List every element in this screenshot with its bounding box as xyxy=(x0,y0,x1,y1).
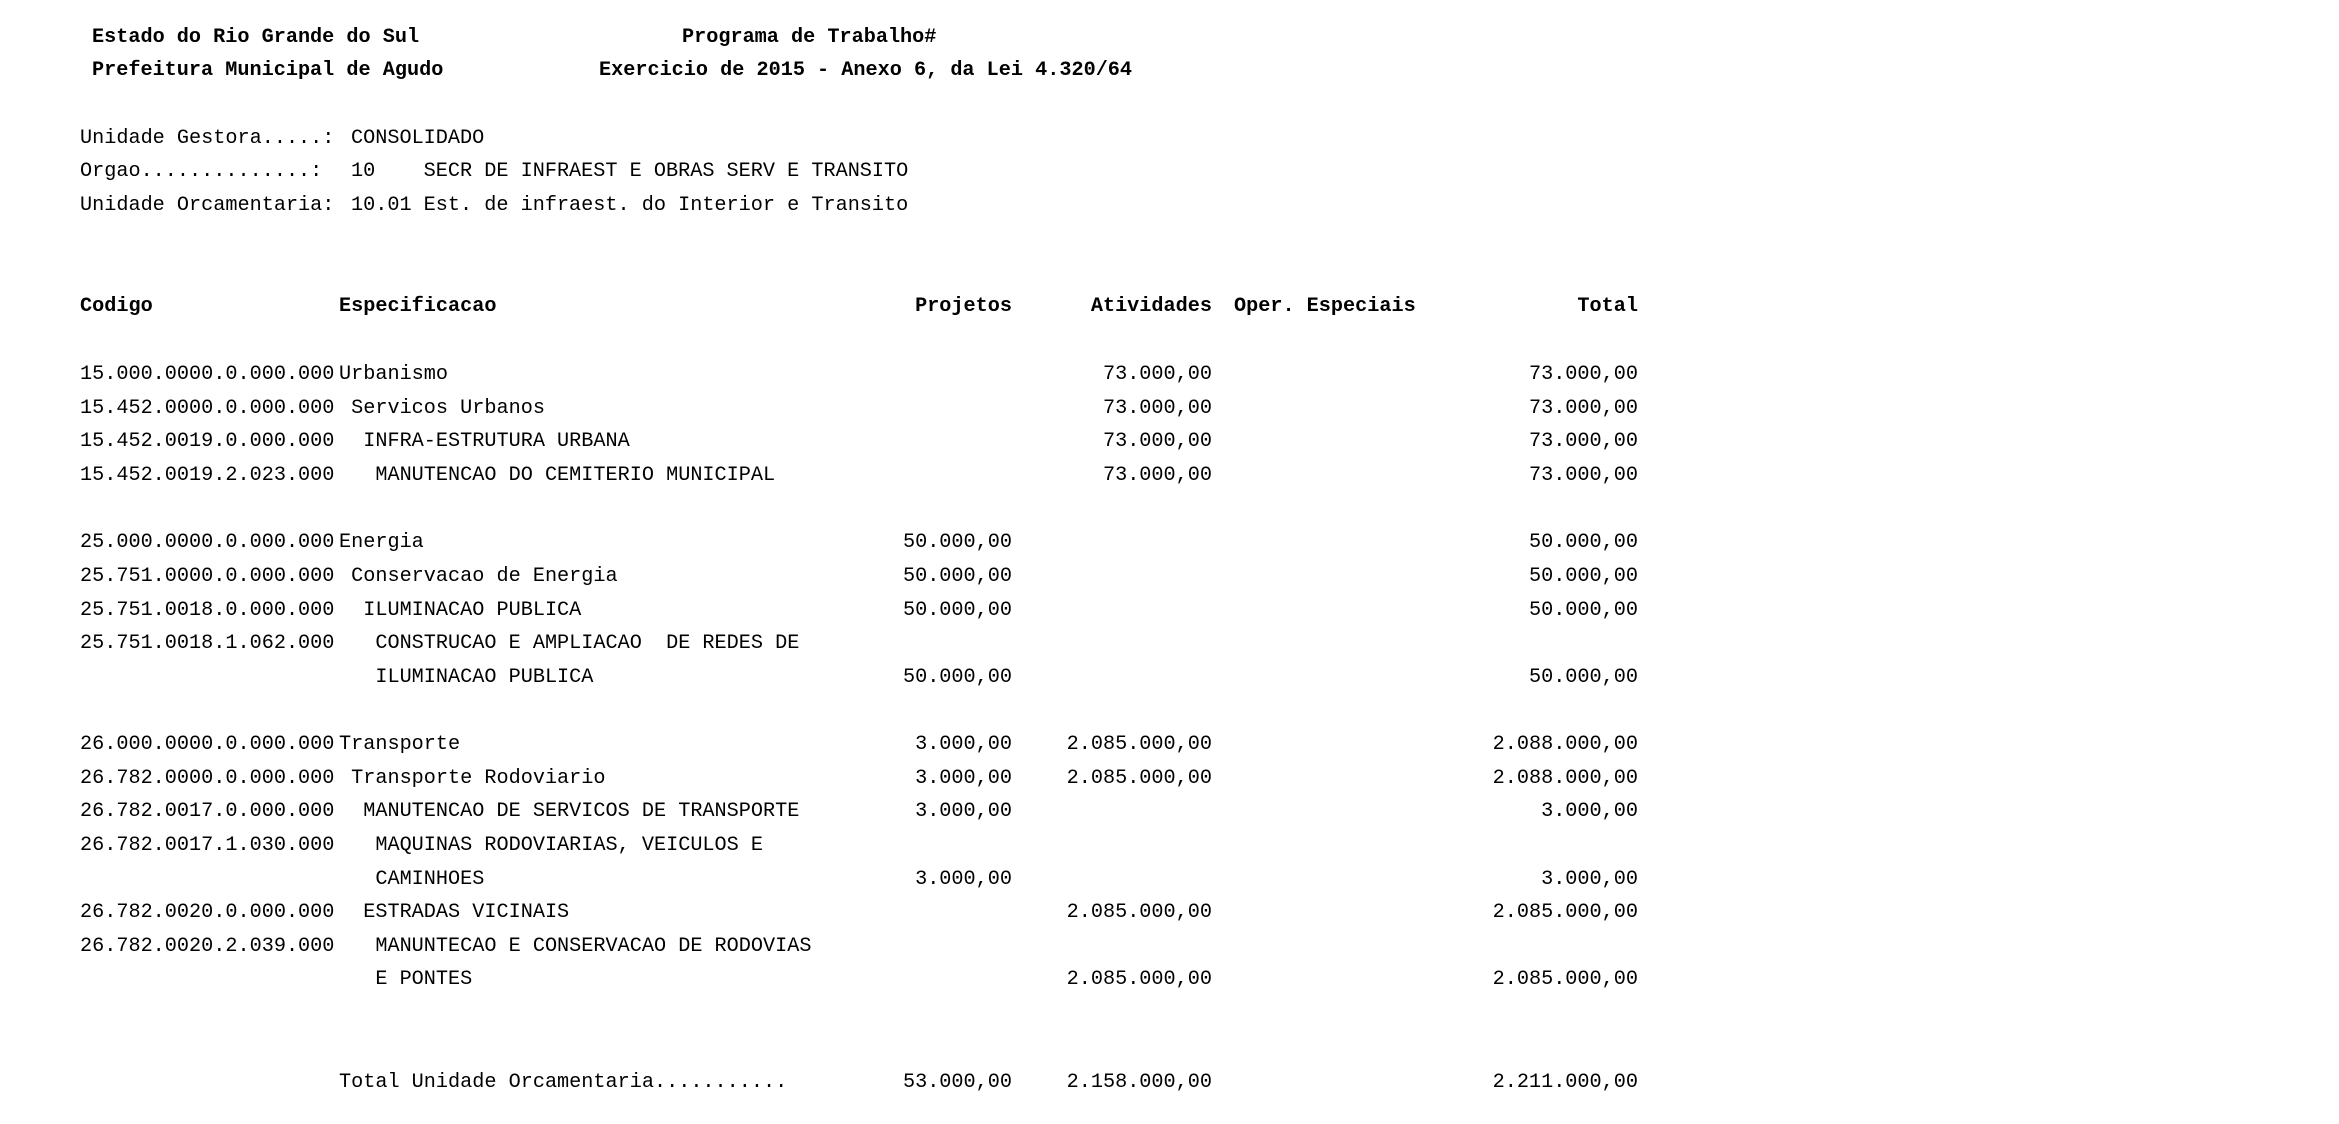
row-code: 25.751.0018.0.000.000 xyxy=(80,599,335,622)
row-atividades: 73.000,00 xyxy=(1102,464,1212,487)
row-total: 3.000,00 xyxy=(1541,800,1638,823)
program-title: Programa de Trabalho# xyxy=(682,26,937,49)
row-total: 3.000,00 xyxy=(1541,868,1638,891)
row-specification: ILUMINACAO PUBLICA xyxy=(339,666,594,689)
row-specification: Urbanismo xyxy=(339,363,449,386)
row-projetos: 50.000,00 xyxy=(902,666,1012,689)
row-code: 15.452.0000.0.000.000 xyxy=(80,397,335,420)
row-projetos: 3.000,00 xyxy=(915,800,1012,823)
row-projetos: 3.000,00 xyxy=(915,767,1012,790)
row-specification: Transporte xyxy=(339,733,461,756)
row-code: 25.751.0018.1.062.000 xyxy=(80,632,335,655)
row-total: 2.085.000,00 xyxy=(1492,968,1638,991)
row-specification: E PONTES xyxy=(339,968,473,991)
row-specification: Servicos Urbanos xyxy=(339,397,545,420)
row-code: 26.782.0020.0.000.000 xyxy=(80,901,335,924)
row-total: 2.088.000,00 xyxy=(1492,733,1638,756)
row-code: 15.452.0019.2.023.000 xyxy=(80,464,335,487)
row-specification: MANUTENCAO DE SERVICOS DE TRANSPORTE xyxy=(339,800,800,823)
row-specification: Energia xyxy=(339,531,424,554)
row-total: 50.000,00 xyxy=(1528,531,1638,554)
row-atividades: 73.000,00 xyxy=(1102,397,1212,420)
row-code: 26.782.0020.2.039.000 xyxy=(80,935,335,958)
gestora-value: CONSOLIDADO xyxy=(351,127,485,150)
row-code: 26.782.0017.1.030.000 xyxy=(80,834,335,857)
row-total: 2.088.000,00 xyxy=(1492,767,1638,790)
orgao-value: 10 SECR DE INFRAEST E OBRAS SERV E TRANSITO xyxy=(351,160,909,183)
row-specification: CAMINHOES xyxy=(339,868,485,891)
column-header-total: Total xyxy=(1577,295,1638,318)
row-atividades: 73.000,00 xyxy=(1102,363,1212,386)
row-specification: Conservacao de Energia xyxy=(339,565,618,588)
column-header-codigo: Codigo xyxy=(80,295,153,318)
row-code: 15.452.0019.0.000.000 xyxy=(80,430,335,453)
total-label: Total Unidade Orcamentaria........... xyxy=(339,1071,788,1094)
row-code: 25.000.0000.0.000.000 xyxy=(80,531,335,554)
row-atividades: 2.085.000,00 xyxy=(1066,733,1212,756)
column-header-projetos: Projetos xyxy=(915,295,1012,318)
row-total: 50.000,00 xyxy=(1528,666,1638,689)
state-title: Estado do Rio Grande do Sul xyxy=(92,26,420,49)
row-code: 26.782.0000.0.000.000 xyxy=(80,767,335,790)
row-specification: MANUTENCAO DO CEMITERIO MUNICIPAL xyxy=(339,464,776,487)
total-projetos: 53.000,00 xyxy=(902,1071,1012,1094)
total-atividades: 2.158.000,00 xyxy=(1066,1071,1212,1094)
row-code: 26.782.0017.0.000.000 xyxy=(80,800,335,823)
row-projetos: 50.000,00 xyxy=(902,565,1012,588)
orgao-label: Orgao..............: xyxy=(80,160,323,183)
row-code: 15.000.0000.0.000.000 xyxy=(80,363,335,386)
total-total: 2.211.000,00 xyxy=(1492,1071,1638,1094)
row-specification: CONSTRUCAO E AMPLIACAO DE REDES DE xyxy=(339,632,800,655)
column-header-especificacao: Especificacao xyxy=(339,295,497,318)
row-specification: ESTRADAS VICINAIS xyxy=(339,901,570,924)
row-total: 2.085.000,00 xyxy=(1492,901,1638,924)
row-atividades: 2.085.000,00 xyxy=(1066,901,1212,924)
row-total: 73.000,00 xyxy=(1528,464,1638,487)
row-specification: INFRA-ESTRUTURA URBANA xyxy=(339,430,630,453)
row-code: 25.751.0000.0.000.000 xyxy=(80,565,335,588)
row-projetos: 3.000,00 xyxy=(915,868,1012,891)
row-specification: MAQUINAS RODOVIARIAS, VEICULOS E xyxy=(339,834,764,857)
row-projetos: 50.000,00 xyxy=(902,531,1012,554)
row-specification: MANUNTECAO E CONSERVACAO DE RODOVIAS xyxy=(339,935,812,958)
row-code: 26.000.0000.0.000.000 xyxy=(80,733,335,756)
row-projetos: 50.000,00 xyxy=(902,599,1012,622)
row-total: 73.000,00 xyxy=(1528,363,1638,386)
row-atividades: 73.000,00 xyxy=(1102,430,1212,453)
row-atividades: 2.085.000,00 xyxy=(1066,968,1212,991)
municipality-title: Prefeitura Municipal de Agudo xyxy=(92,59,444,82)
column-header-oper-especiais: Oper. Especiais xyxy=(1234,295,1416,318)
row-total: 50.000,00 xyxy=(1528,565,1638,588)
orcamentaria-label: Unidade Orcamentaria: xyxy=(80,194,335,217)
row-total: 50.000,00 xyxy=(1528,599,1638,622)
orcamentaria-value: 10.01 Est. de infraest. do Interior e Transito xyxy=(351,194,909,217)
row-specification: ILUMINACAO PUBLICA xyxy=(339,599,582,622)
row-projetos: 3.000,00 xyxy=(915,733,1012,756)
exercise-title: Exercicio de 2015 - Anexo 6, da Lei 4.320/64 xyxy=(599,59,1133,82)
row-total: 73.000,00 xyxy=(1528,430,1638,453)
row-specification: Transporte Rodoviario xyxy=(339,767,606,790)
gestora-label: Unidade Gestora.....: xyxy=(80,127,335,150)
row-atividades: 2.085.000,00 xyxy=(1066,767,1212,790)
row-total: 73.000,00 xyxy=(1528,397,1638,420)
column-header-atividades: Atividades xyxy=(1090,295,1212,318)
